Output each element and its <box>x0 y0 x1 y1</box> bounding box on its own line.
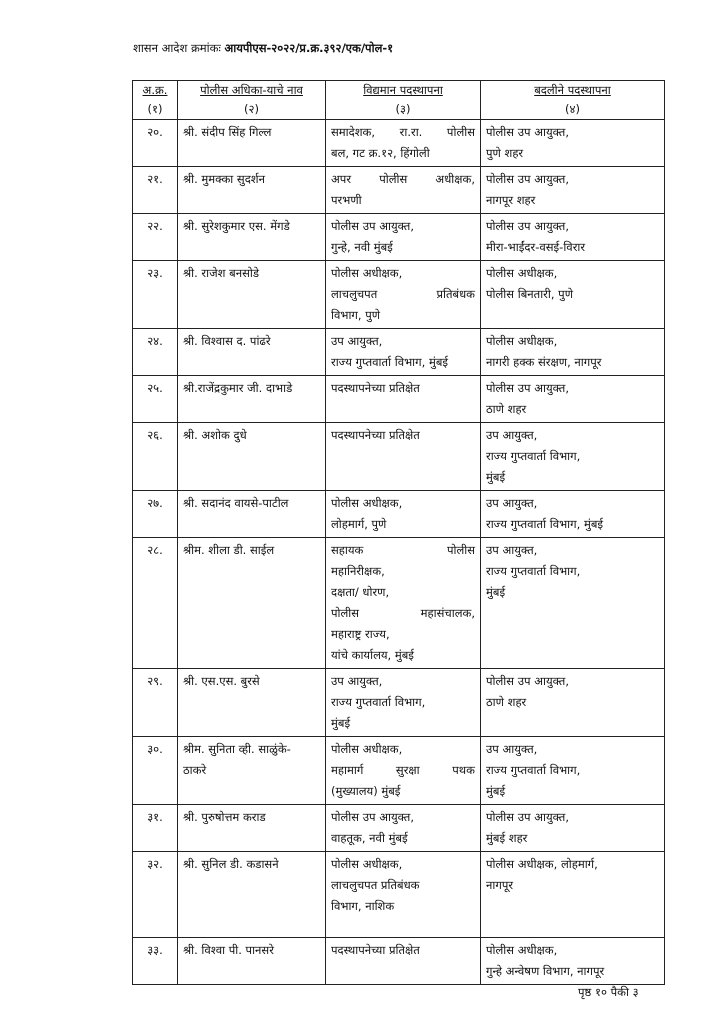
transfer-posting-cell <box>481 491 665 538</box>
transfer-posting-line: उप आयुक्त, <box>486 543 538 557</box>
officer-name-cell <box>178 329 326 376</box>
current-posting-line: परभणी <box>331 193 362 207</box>
officer-name-line: श्री. राजेश बनसोडे <box>183 266 259 280</box>
officer-name-cell <box>178 805 326 852</box>
serial-number-cell: ३०. <box>133 737 178 805</box>
current-posting-line: पोलीस अधीक्षक, <box>331 742 403 756</box>
current-posting-line: पदस्थापनेच्या प्रतिक्षेत <box>331 943 420 957</box>
column-header-transfer-posting: बदलीने पदस्थापना (४) <box>481 81 665 120</box>
transfer-posting-line: मुंबई <box>486 784 506 798</box>
officer-name-line: श्री. सुरेशकुमार एस. मेंगडे <box>183 219 290 233</box>
transfer-posting-line: पोलीस उप आयुक्त, <box>486 674 570 688</box>
officer-name-line: श्री. पुरुषोत्तम कराड <box>183 810 266 824</box>
transfer-posting-line: पोलीस अधीक्षक, <box>486 266 558 280</box>
transfer-posting-cell <box>481 120 665 167</box>
current-posting-line: गुन्हे, नवी मुंबई <box>331 240 393 254</box>
current-posting-line: समादेशक, रा.रा. पोलीस <box>331 125 475 139</box>
table-row <box>133 261 665 329</box>
officer-name-cell <box>178 376 326 423</box>
current-posting-line: वाहतूक, नवी मुंबई <box>331 831 408 845</box>
transfer-posting-line: राज्य गुप्तवार्ता विभाग, <box>486 564 581 578</box>
serial-number-cell: ३२. <box>133 852 178 938</box>
current-posting-line: राज्य गुप्तवार्ता विभाग, मुंबई <box>331 355 449 369</box>
transfer-posting-line: पोलीस अधीक्षक, <box>486 943 558 957</box>
transfer-posting-line: नागपूर <box>486 878 514 892</box>
current-posting-line: अपर पोलीस अधीक्षक, <box>331 172 475 186</box>
transfer-posting-cell <box>481 376 665 423</box>
order-reference <box>133 40 693 56</box>
column-header-sno: अ.क्र. (१) <box>133 81 178 120</box>
table-row <box>133 376 665 423</box>
table-row <box>133 214 665 261</box>
transfer-posting-cell <box>481 167 665 214</box>
officer-name-cell <box>178 423 326 491</box>
transfer-posting-cell <box>481 805 665 852</box>
transfer-posting-line: मीरा-भाईंदर-वसई-विरार <box>486 240 586 254</box>
transfer-posting-line: नागरी हक्क संरक्षण, नागपूर <box>486 355 602 369</box>
transfer-posting-cell <box>481 261 665 329</box>
current-posting-cell <box>326 214 481 261</box>
current-posting-line: पोलीस उप आयुक्त, <box>331 810 415 824</box>
current-posting-line: (मुख्यालय) मुंबई <box>331 784 401 798</box>
officer-name-line: श्री. एस.एस. बुरसे <box>183 674 260 688</box>
transfer-posting-line: गुन्हे अन्वेषण विभाग, नागपूर <box>486 964 605 978</box>
transfer-posting-line: राज्य गुप्तवार्ता विभाग, <box>486 449 581 463</box>
current-posting-cell <box>326 805 481 852</box>
current-posting-line: राज्य गुप्तवार्ता विभाग, <box>331 695 426 709</box>
current-posting-cell <box>326 329 481 376</box>
current-posting-line: यांचे कार्यालय, मुंबई <box>331 648 414 662</box>
current-posting-cell <box>326 938 481 985</box>
serial-number-cell: २६. <box>133 423 178 491</box>
transfer-posting-line: पुणे शहर <box>486 146 524 160</box>
officer-name-line: श्री. अशोक दुधे <box>183 428 247 442</box>
page-number: पृष्ठ १० पैकी ३ <box>578 985 639 999</box>
current-posting-line: पोलीस अधीक्षक, <box>331 496 403 510</box>
transfer-posting-line: राज्य गुप्तवार्ता विभाग, <box>486 763 581 777</box>
officer-name-cell <box>178 491 326 538</box>
transfer-posting-line: पोलीस अधीक्षक, <box>486 334 558 348</box>
order-reference-prefix: शासन आदेश क्रमांकः <box>133 41 221 55</box>
officer-name-cell <box>178 214 326 261</box>
transfer-posting-line: मुंबई शहर <box>486 831 528 845</box>
serial-number-cell: ३३. <box>133 938 178 985</box>
transfer-posting-line: उप आयुक्त, <box>486 428 538 442</box>
transfer-posting-line: ठाणे शहर <box>486 402 527 416</box>
transfer-posting-line: मुंबई <box>486 585 506 599</box>
current-posting-cell <box>326 491 481 538</box>
transfer-posting-line: पोलीस उप आयुक्त, <box>486 125 570 139</box>
transfer-posting-cell <box>481 669 665 737</box>
current-posting-line: महाराष्ट्र राज्य, <box>331 627 390 641</box>
current-posting-cell <box>326 669 481 737</box>
current-posting-line: विभाग, नाशिक <box>331 899 395 913</box>
current-posting-cell <box>326 423 481 491</box>
current-posting-line: विभाग, पुणे <box>331 308 381 322</box>
serial-number-cell: २९. <box>133 669 178 737</box>
current-posting-line: पदस्थापनेच्या प्रतिक्षेत <box>331 428 420 442</box>
column-header-officer-name: पोलीस अधिका-याचे नाव (२) <box>178 81 326 120</box>
table-row <box>133 491 665 538</box>
table-row <box>133 329 665 376</box>
current-posting-cell <box>326 261 481 329</box>
current-posting-line: पोलीस उप आयुक्त, <box>331 219 415 233</box>
current-posting-cell <box>326 167 481 214</box>
current-posting-line: पोलीस अधीक्षक, <box>331 857 403 871</box>
transfer-posting-line: नागपूर शहर <box>486 193 536 207</box>
transfer-posting-cell <box>481 938 665 985</box>
officer-name-cell <box>178 852 326 938</box>
transfer-posting-line: पोलीस उप आयुक्त, <box>486 810 570 824</box>
current-posting-line: सहायक पोलीस <box>331 543 475 557</box>
current-posting-cell <box>326 376 481 423</box>
table-row <box>133 120 665 167</box>
officer-name-line: श्री. सुनिल डी. कडासने <box>183 857 279 871</box>
current-posting-line: लाचलुचपत प्रतिबंधक <box>331 878 420 892</box>
officer-name-line: श्री. संदीप सिंह गिल्ल <box>183 125 272 139</box>
serial-number-cell: २८. <box>133 538 178 669</box>
serial-number-cell: २०. <box>133 120 178 167</box>
current-posting-line: मुंबई <box>331 716 351 730</box>
officer-name-line: श्रीम. सुनिता व्ही. साळुंके- <box>183 742 291 756</box>
transfer-posting-line: मुंबई <box>486 470 506 484</box>
current-posting-line: दक्षता/ धोरण, <box>331 585 390 599</box>
officer-name-line: श्री.राजेंद्रकुमार जी. दाभाडे <box>183 381 293 395</box>
table-row <box>133 669 665 737</box>
transfer-posting-line: पोलीस उप आयुक्त, <box>486 172 570 186</box>
officer-name-cell <box>178 737 326 805</box>
transfer-posting-line: पोलीस उप आयुक्त, <box>486 219 570 233</box>
transfer-table <box>132 80 665 985</box>
officer-name-line: श्री. सदानंद वायसे-पाटील <box>183 496 289 510</box>
transfer-posting-cell <box>481 737 665 805</box>
column-header-current-posting: विद्यमान पदस्थापना (३) <box>326 81 481 120</box>
table-row <box>133 852 665 938</box>
transfer-posting-line: पोलीस बिनतारी, पुणे <box>486 287 574 301</box>
transfer-posting-line: राज्य गुप्तवार्ता विभाग, मुंबई <box>486 517 604 531</box>
current-posting-line: बल, गट क्र.१२, हिंगोली <box>331 146 430 160</box>
serial-number-cell: ३१. <box>133 805 178 852</box>
transfer-posting-line: पोलीस अधीक्षक, लोहमार्ग, <box>486 857 598 871</box>
transfer-posting-cell <box>481 329 665 376</box>
officer-name-line: श्री. विश्वास द. पांढरे <box>183 334 271 348</box>
table-row <box>133 737 665 805</box>
transfer-posting-line: उप आयुक्त, <box>486 496 538 510</box>
serial-number-cell: २७. <box>133 491 178 538</box>
current-posting-line: उप आयुक्त, <box>331 334 383 348</box>
transfer-posting-line: उप आयुक्त, <box>486 742 538 756</box>
current-posting-line: लाचलुचपत प्रतिबंधक <box>331 287 475 301</box>
current-posting-line: लोहमार्ग, पुणे <box>331 517 387 531</box>
transfer-posting-cell <box>481 538 665 669</box>
table-row <box>133 423 665 491</box>
serial-number-cell: २२. <box>133 214 178 261</box>
transfer-posting-line: पोलीस उप आयुक्त, <box>486 381 570 395</box>
officer-name-line: श्री. मुमक्का सुदर्शन <box>183 172 266 186</box>
serial-number-cell: २३. <box>133 261 178 329</box>
current-posting-cell <box>326 538 481 669</box>
transfer-posting-cell <box>481 852 665 938</box>
transfer-posting-cell <box>481 423 665 491</box>
current-posting-line: उप आयुक्त, <box>331 674 383 688</box>
current-posting-line: महामार्ग सुरक्षा पथक <box>331 763 475 777</box>
current-posting-cell <box>326 737 481 805</box>
officer-name-line: ठाकरे <box>183 763 207 777</box>
officer-name-line: श्रीम. शीला डी. साईल <box>183 543 275 557</box>
table-header-row <box>133 81 665 120</box>
officer-name-cell <box>178 167 326 214</box>
current-posting-line: पदस्थापनेच्या प्रतिक्षेत <box>331 381 420 395</box>
serial-number-cell: २४. <box>133 329 178 376</box>
transfer-posting-cell <box>481 214 665 261</box>
officer-name-line: श्री. विश्वा पी. पानसरे <box>183 943 274 957</box>
serial-number-cell: २५. <box>133 376 178 423</box>
table-row <box>133 938 665 985</box>
table-row <box>133 167 665 214</box>
officer-name-cell <box>178 120 326 167</box>
officer-name-cell <box>178 938 326 985</box>
current-posting-cell <box>326 852 481 938</box>
officer-name-cell <box>178 261 326 329</box>
table-row <box>133 805 665 852</box>
order-number: आयपीएस-२०२२/प्र.क्र.३९२/एक/पोल-१ <box>224 41 394 55</box>
officer-name-cell <box>178 538 326 669</box>
current-posting-line: पोलीस महासंचालक, <box>331 606 475 620</box>
officer-name-cell <box>178 669 326 737</box>
current-posting-cell <box>326 120 481 167</box>
serial-number-cell: २१. <box>133 167 178 214</box>
current-posting-line: महानिरीक्षक, <box>331 564 385 578</box>
table-body <box>133 120 665 985</box>
transfer-posting-line: ठाणे शहर <box>486 695 527 709</box>
table-row <box>133 538 665 669</box>
current-posting-line: पोलीस अधीक्षक, <box>331 266 403 280</box>
